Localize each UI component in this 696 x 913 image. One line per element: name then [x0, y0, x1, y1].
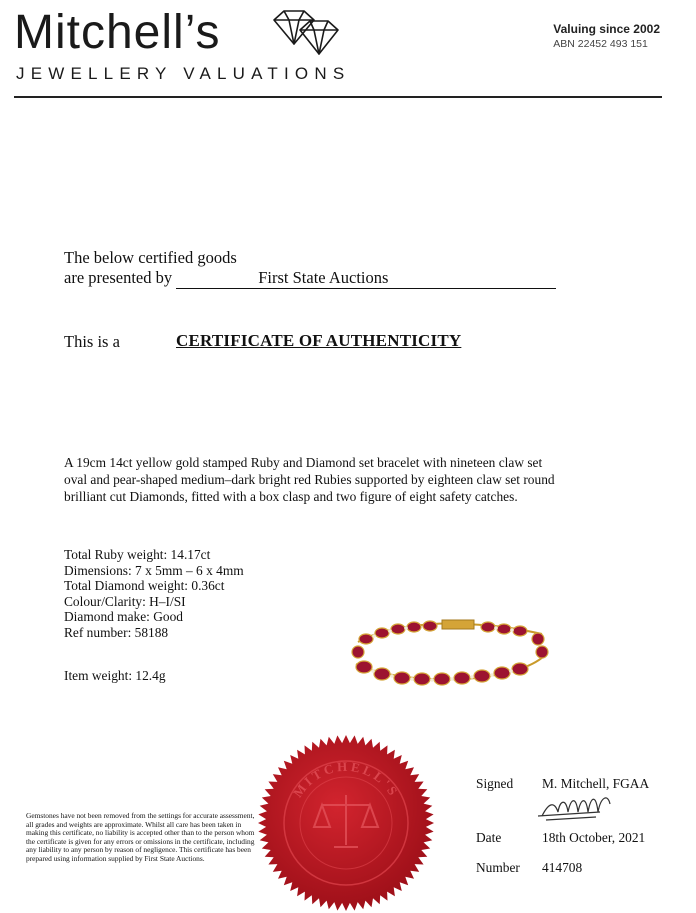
seal-text: MITCHELL'S [289, 758, 403, 801]
number-value: 414708 [542, 860, 583, 875]
bracelet-image [346, 612, 556, 692]
presentation-line2 [64, 268, 556, 289]
presented-by-label: are presented by [64, 268, 173, 287]
brand-name: Mitchell’s [14, 6, 221, 59]
diamonds-icon [270, 8, 342, 58]
date-value: 18th October, 2021 [542, 830, 646, 845]
number-label: Number [476, 860, 520, 875]
spec-item: Diamond make: Good [64, 609, 184, 625]
certificate-title: CERTIFICATE OF AUTHENTICITY [176, 331, 462, 350]
spec-item: Colour/Clarity: H–I/SI [64, 593, 186, 609]
certificate-prefix: This is a [64, 332, 120, 351]
tagline-text: Valuing since 2002 [553, 22, 660, 36]
item-description: A 19cm 14ct yellow gold stamped Ruby and Diamond set bracelet with nineteen claw set oval and pear-shaped medium–dark bright red Rubies supported by eighteen claw set round brilliant cut Diamonds, fitted with a box clasp and two figure of eight safety catches. [64, 455, 555, 504]
signed-label: Signed [476, 776, 514, 791]
spec-item: Ref number: 58188 [64, 624, 169, 640]
handwritten-signature [538, 790, 628, 824]
disclaimer-text: Gemstones have not been removed from the settings for accurate assessment, all grades and weights are approximate. Whilst all care has been taken in making this certificate, no liability is accepted other than to the person whom the certificate is given for any errors or omissions in the certificate, including any liability to any person by reason of negligence. This certificate has been prepared using information supplied by First State Auctions. [26, 811, 255, 863]
item-weight: Item weight: 12.4g [64, 668, 166, 683]
signed-value: M. Mitchell, FGAA [542, 776, 650, 791]
recipient-name: First State Auctions [176, 268, 556, 289]
date-label: Date [476, 830, 502, 845]
red-seal-icon [256, 733, 436, 913]
presentation-block [64, 248, 556, 289]
spec-item: Total Diamond weight: 0.36ct [64, 578, 225, 594]
spec-item: Total Ruby weight: 14.17ct [64, 547, 211, 562]
header-tagline [553, 22, 660, 50]
header-divider [14, 96, 662, 98]
abn-text: ABN 22452 493 151 [553, 38, 648, 50]
specs-list [64, 547, 244, 641]
presentation-line1: The below certified goods [64, 248, 237, 267]
spec-item: Dimensions: 7 x 5mm – 6 x 4mm [64, 562, 244, 578]
brand-subtitle: JEWELLERY VALUATIONS [16, 64, 351, 83]
